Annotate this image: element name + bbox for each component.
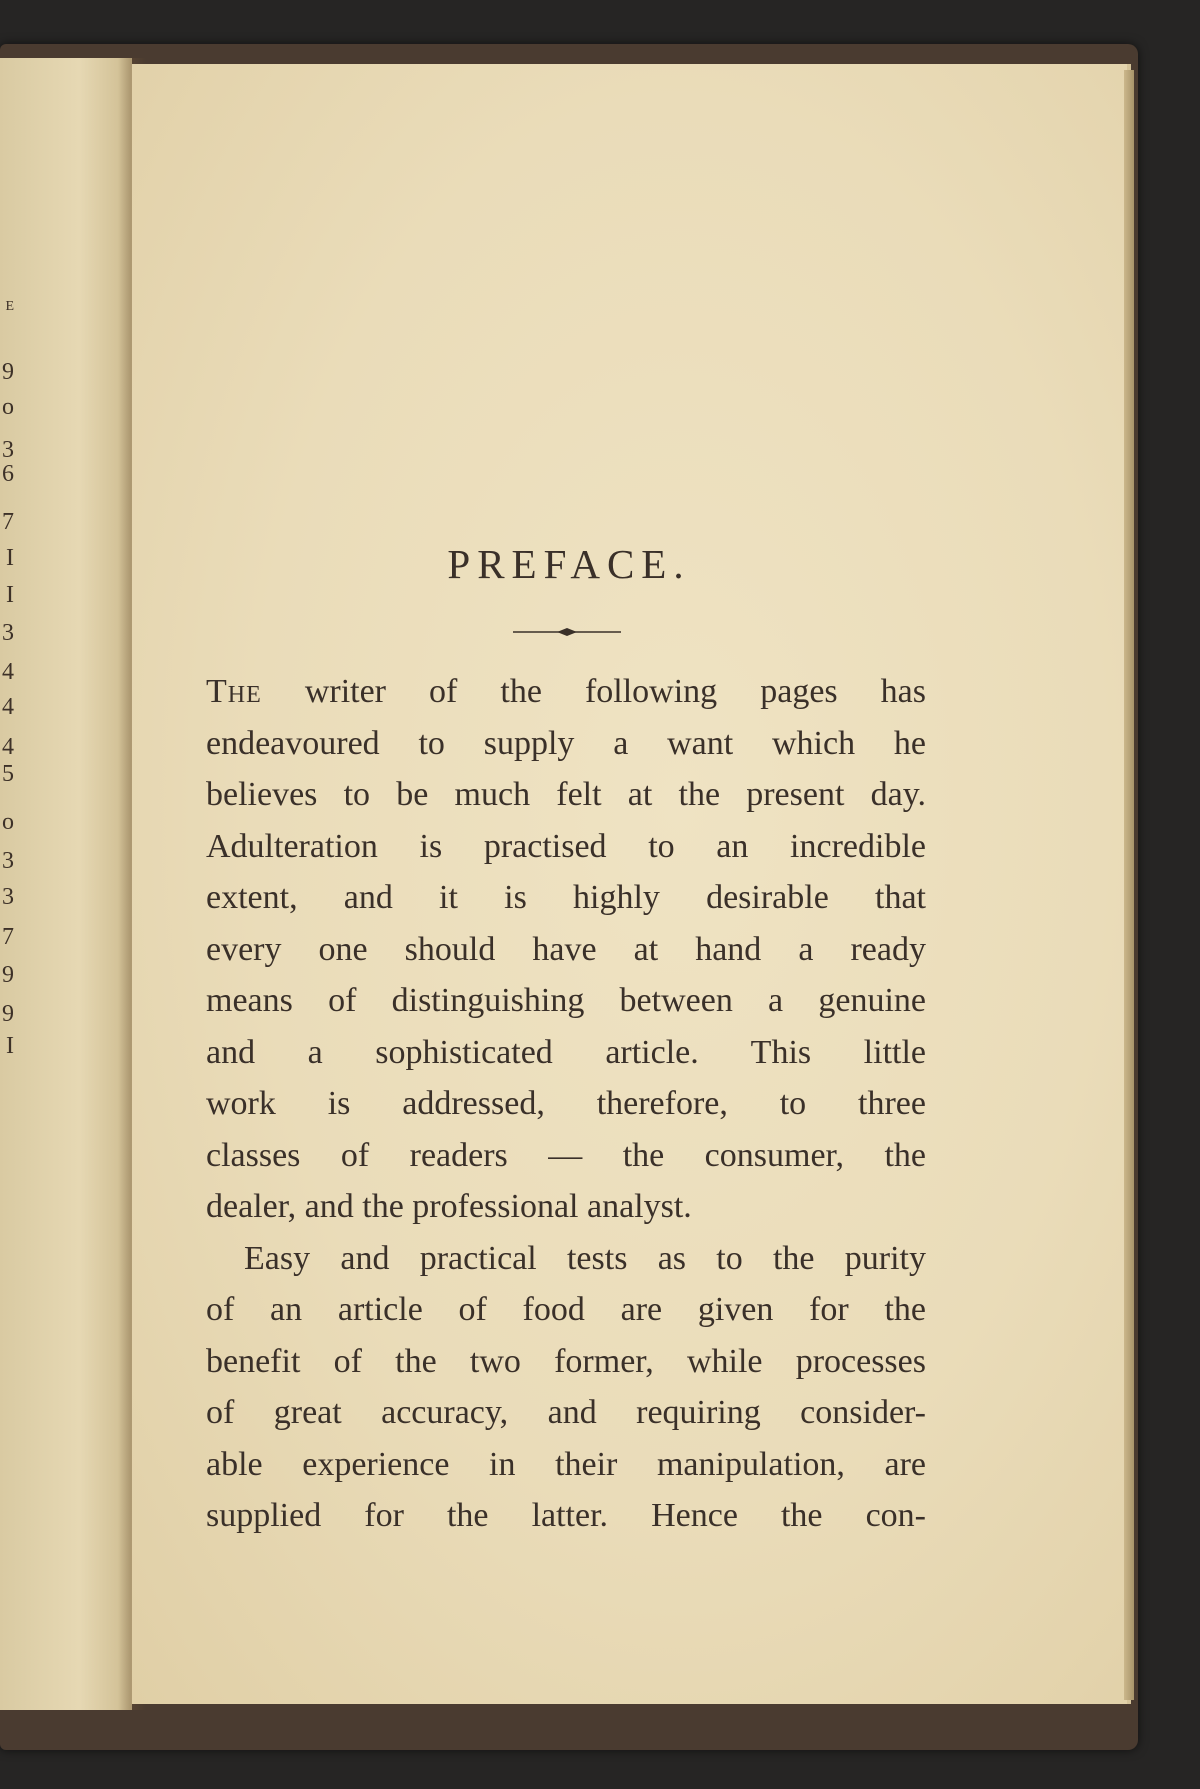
lead-word: The	[206, 673, 262, 710]
text-line: able experience in their manipulation, are	[206, 1445, 926, 1483]
page-title: PREFACE.	[447, 541, 691, 587]
text-line: benefit of the two former, while processes	[206, 1342, 926, 1380]
left-page-page-number: 7	[2, 925, 14, 949]
text-line: Easy and practical tests as to the purity	[244, 1239, 926, 1277]
text-line: work is addressed, therefore, to three	[206, 1085, 926, 1122]
left-page-page-number: 4	[2, 735, 14, 759]
text-line: of an article of food are given for the	[206, 1291, 926, 1328]
left-page-page-number: 6	[2, 462, 14, 486]
left-page-page-number: 5	[2, 762, 14, 786]
left-page-page-number: E	[5, 300, 14, 314]
left-page-page-number: I	[6, 583, 14, 607]
left-page-page-number: 9	[2, 360, 14, 384]
text-line: extent, and it is highly desirable that	[206, 879, 926, 916]
left-page-page-number: I	[6, 546, 14, 570]
left-page-page-number: 7	[2, 510, 14, 534]
left-page-page-number: 4	[2, 660, 14, 684]
text-line: dealer, and the professional analyst.	[206, 1188, 692, 1225]
text-line: believes to be much felt at the present day.	[206, 776, 926, 813]
left-page-page-number: 3	[2, 885, 14, 909]
left-page-page-number: 3	[2, 438, 14, 462]
text-line: endeavoured to supply a want which he	[206, 724, 926, 762]
left-page-page-number: o	[2, 395, 14, 419]
text-line: every one should have at hand a ready	[206, 930, 926, 968]
paragraph-1	[206, 666, 926, 1233]
text-line: and a sophisticated article. This little	[206, 1033, 926, 1071]
paragraph-2	[206, 1233, 926, 1542]
ornament-divider	[513, 626, 621, 638]
text-line: The writer of the following pages has	[206, 673, 926, 710]
preface-body	[206, 666, 926, 1542]
left-page-page-number: 3	[2, 621, 14, 645]
text-line: of great accuracy, and requiring consider-	[206, 1394, 926, 1431]
text-line: means of distinguishing between a genuine	[206, 982, 926, 1019]
left-page-page-number: 9	[2, 1002, 14, 1026]
text-line: supplied for the latter. Hence the con-	[206, 1497, 926, 1534]
left-page-page-number: I	[6, 1034, 14, 1058]
text-line: classes of readers — the consumer, the	[206, 1136, 926, 1174]
left-page	[0, 58, 132, 1710]
page-edge	[1124, 70, 1134, 1700]
left-page-page-number: o	[2, 810, 14, 834]
text-line: Adulteration is practised to an incredible	[206, 827, 926, 865]
left-page-page-number: 3	[2, 849, 14, 873]
left-page-page-number: 9	[2, 963, 14, 987]
left-page-page-number: 4	[2, 695, 14, 719]
